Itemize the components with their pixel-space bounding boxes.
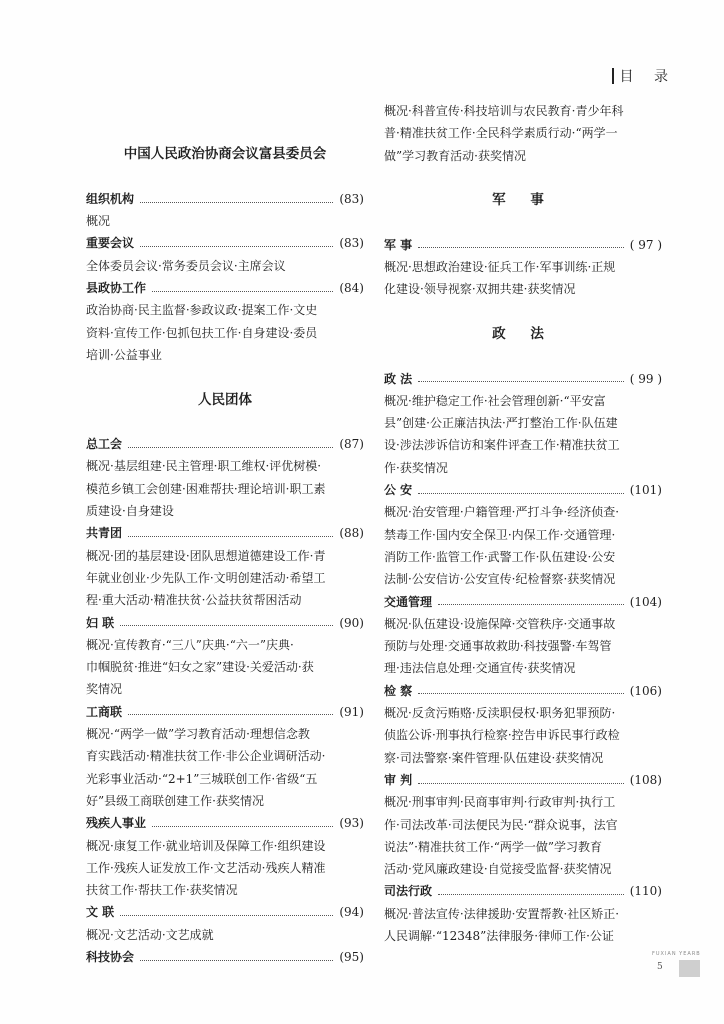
toc-subtopics: 资料·宣传工作·包抓包扶工作·自身建设·委员 [86, 325, 318, 340]
toc-entry-police[interactable]: 公 安 (101) [384, 483, 662, 498]
toc-entry-commerce[interactable]: 工商联 (91) [86, 704, 364, 719]
toc-subtopics: 概况·刑事审判·民商事审判·行政审判·执行工 [384, 795, 616, 810]
toc-subtopics: 做”学习教育活动·获奖情况 [384, 148, 526, 163]
corner-tab [679, 960, 700, 977]
toc-subtopics: 扶贫工作·帮扶工作·获奖情况 [86, 883, 238, 898]
toc-entry-women[interactable]: 妇 联 (90) [86, 615, 364, 630]
toc-subtopics: 培训·公益事业 [86, 347, 162, 362]
section-title-groups: 人民团体 [198, 391, 252, 408]
toc-subtopics: 说法”·精准扶贫工作·“两学一做”学习教育 [384, 839, 603, 854]
toc-entry-arts[interactable]: 文 联 (94) [86, 905, 364, 920]
toc-subtopics: 概况·康复工作·就业培训及保障工作·组织建设 [86, 838, 326, 853]
toc-entry-procuratorate[interactable]: 检 察 (106) [384, 683, 662, 698]
toc-subtopics: 作·获奖情况 [384, 460, 448, 475]
section-title-cppcc: 中国人民政治协商会议富县委员会 [123, 146, 327, 163]
page-header [612, 66, 676, 86]
toc-subtopics: 概况 [86, 214, 111, 229]
toc-subtopics: 质建设·自身建设 [86, 504, 174, 519]
toc-subtopics: 化建设·领导视察·双拥共建·获奖情况 [384, 282, 576, 297]
header-bar [612, 68, 614, 84]
toc-entry-military[interactable]: 军 事 ( 97 ) [384, 237, 662, 252]
toc-subtopics: 作·司法改革·司法便民为民·“群众说事，法官 [384, 817, 618, 832]
toc-entry-trial[interactable]: 审 判 (108) [384, 772, 662, 787]
toc-subtopics: 法制·公安信访·公安宣传·纪检督察·获奖情况 [384, 572, 616, 587]
header-section-title: 目 录 [619, 69, 676, 85]
toc-entry-cppcc-work[interactable]: 县政协工作 (84) [86, 281, 364, 296]
toc-subtopics: 模范乡镇工会创建·困难帮扶·理论培训·职工素 [86, 481, 326, 496]
toc-subtopics: 察·司法警察·案件管理·队伍建设·获奖情况 [384, 750, 604, 765]
left-column [86, 100, 364, 968]
toc-entry-meeting[interactable]: 重要会议 (83) [86, 236, 364, 251]
toc-subtopics: 概况·思想政治建设·征兵工作·军事训练·正规 [384, 260, 616, 275]
toc-entry-org[interactable]: 组织机构 (83) [86, 191, 364, 206]
toc-subtopics: 奖情况 [86, 682, 123, 697]
page-number: 5 [657, 962, 663, 972]
toc-subtopics: 概况·普法宣传·法律援助·安置帮教·社区矫正· [384, 906, 620, 921]
toc-subtopics: 人民调解·“12348”法律服务·律师工作·公证 [384, 928, 614, 943]
toc-subtopics: 好”县级工商联创建工作·获奖情况 [86, 793, 264, 808]
toc-subtopics: 工作·残疾人证发放工作·文艺活动·残疾人精准 [86, 860, 326, 875]
toc-subtopics: 概况·文艺活动·文艺成就 [86, 927, 214, 942]
toc-entry-justice-admin[interactable]: 司法行政 (110) [384, 884, 662, 899]
toc-subtopics: 侦监公诉·刑事执行检察·控告申诉民事行政检 [384, 728, 620, 743]
toc-subtopics: 县”创建·公正廉洁执法·严打整治工作·队伍建 [384, 416, 618, 431]
toc-subtopics: 政治协商·民主监督·参政议政·提案工作·文史 [86, 303, 318, 318]
toc-subtopics: 概况·队伍建设·设施保障·交管秩序·交通事故 [384, 616, 616, 631]
toc-entry-youth-league[interactable]: 共青团 (88) [86, 526, 364, 541]
toc-subtopics: 普·精准扶贫工作·全民科学素质行动·“两学一 [384, 126, 618, 141]
right-column [384, 100, 662, 947]
toc-subtopics: 光彩事业活动·“2+1”三城联创工作·省级“五 [86, 771, 318, 786]
toc-subtopics: 理·违法信息处理·交通宣传·获奖情况 [384, 661, 576, 676]
toc-subtopics: 概况·反贪污贿赂·反渎职侵权·职务犯罪预防· [384, 706, 616, 721]
toc-subtopics: 育实践活动·精准扶贫工作·非公企业调研活动· [86, 749, 326, 764]
toc-subtopics: 概况·宣传教育·“三八”庆典·“六一”庆典· [86, 637, 294, 652]
toc-entry-union[interactable]: 总工会 (87) [86, 437, 364, 452]
toc-subtopics: 设·涉法涉诉信访和案件评查工作·精准扶贫工 [384, 438, 620, 453]
toc-subtopics: 概况·维护稳定工作·社会管理创新·“平安富 [384, 393, 606, 408]
toc-subtopics: 全体委员会议·常务委员会议·主席会议 [86, 258, 286, 273]
section-title-politics-law: 政 法 [492, 325, 554, 342]
toc-subtopics: 程·重大活动·精准扶贫·公益扶贫帮困活动 [86, 593, 302, 608]
section-title-military: 军 事 [492, 192, 554, 209]
toc-entry-traffic[interactable]: 交通管理 (104) [384, 594, 662, 609]
toc-entry-disabled[interactable]: 残疾人事业 (93) [86, 816, 364, 831]
toc-subtopics: 消防工作·监管工作·武警工作·队伍建设·公安 [384, 549, 616, 564]
toc-subtopics: 预防与处理·交通事故救助·科技强警·车驾管 [384, 639, 612, 654]
toc-subtopics: 巾帼脱贫·推进“妇女之家”建设·关爱活动·获 [86, 660, 314, 675]
toc-subtopics: 概况·基层组建·民主管理·职工维权·评优树模· [86, 459, 322, 474]
toc-subtopics: 禁毒工作·国内安全保卫·内保工作·交通管理· [384, 527, 616, 542]
toc-subtopics: 活动·党风廉政建设·自觉接受监督·获奖情况 [384, 862, 612, 877]
toc-subtopics: 概况·“两学一做”学习教育活动·理想信念教 [86, 727, 310, 742]
toc-subtopics: 概况·科普宣传·科技培训与农民教育·青少年科 [384, 104, 624, 118]
toc-subtopics: 概况·团的基层建设·团队思想道德建设工作·青 [86, 548, 326, 563]
toc-subtopics: 年就业创业·少先队工作·文明创建活动·希望工 [86, 570, 326, 585]
toc-subtopics: 概况·治安管理·户籍管理·严打斗争·经济侦查· [384, 505, 620, 520]
toc-entry-politics-law[interactable]: 政 法 ( 99 ) [384, 371, 662, 386]
running-footer: FUXIAN YEARB [652, 951, 701, 957]
toc-entry-science[interactable]: 科技协会 (95) [86, 949, 364, 964]
